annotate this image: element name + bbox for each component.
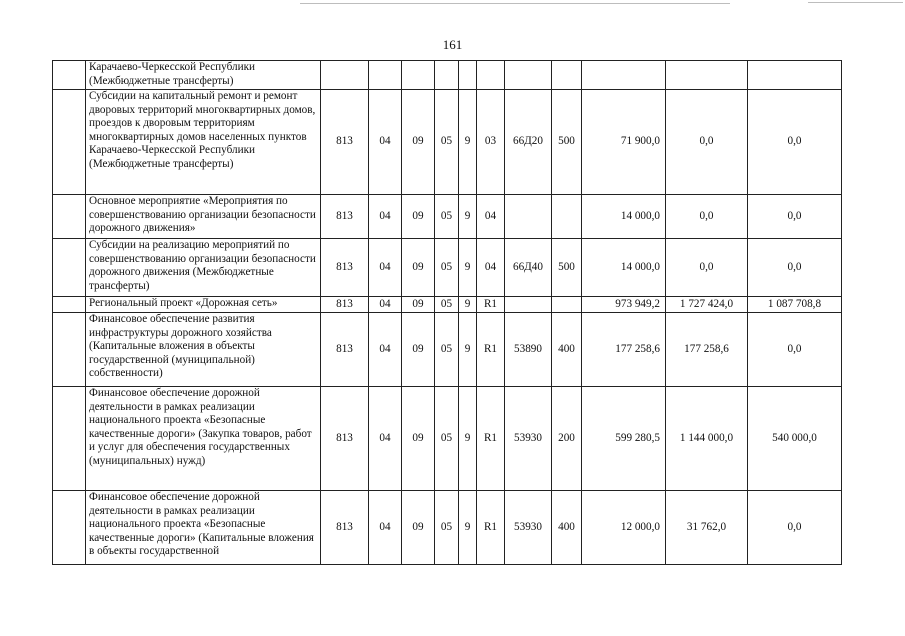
direction-code-cell: 66Д40 xyxy=(505,239,552,297)
sum-year1-cell: 12 000,0 xyxy=(582,491,666,565)
name-cell: Финансовое обеспечение развития инфраструктуры дорожного хозяйства (Капитальные вложения в объекты государственной (муниципальной) собственности) xyxy=(86,313,321,387)
budget-table xyxy=(52,60,842,565)
subsection-cell: 09 xyxy=(402,195,435,239)
subsection-cell xyxy=(402,61,435,90)
section-cell xyxy=(369,61,402,90)
sum-year2-cell: 0,0 xyxy=(666,239,748,297)
sum-year1-cell: 599 280,5 xyxy=(582,387,666,491)
table-row xyxy=(53,491,842,565)
program-code-cell xyxy=(435,61,459,90)
section-cell: 04 xyxy=(369,297,402,313)
page-number: 161 xyxy=(442,37,463,52)
table-row xyxy=(53,313,842,387)
ved-cell xyxy=(321,61,369,90)
sum-year3-cell: 0,0 xyxy=(748,239,842,297)
program-code-cell: 05 xyxy=(435,239,459,297)
direction-code-cell: 53890 xyxy=(505,313,552,387)
event-code-cell: 04 xyxy=(477,239,505,297)
sum-year2-cell: 0,0 xyxy=(666,195,748,239)
expense-type-cell xyxy=(552,195,582,239)
section-cell: 04 xyxy=(369,491,402,565)
ved-cell: 813 xyxy=(321,313,369,387)
sum-year3-cell: 0,0 xyxy=(748,491,842,565)
event-code-cell: 04 xyxy=(477,195,505,239)
sum-year1-cell: 14 000,0 xyxy=(582,239,666,297)
direction-code-cell xyxy=(505,61,552,90)
top-scan-line xyxy=(300,3,730,4)
subsection-cell: 09 xyxy=(402,313,435,387)
program-code-cell: 05 xyxy=(435,387,459,491)
subsection-cell: 09 xyxy=(402,297,435,313)
program-code-cell: 05 xyxy=(435,90,459,195)
name-cell: Карачаево-Черкесской Республики (Межбюджетные трансферты) xyxy=(86,61,321,90)
event-code-cell: R1 xyxy=(477,491,505,565)
sum-year3-cell: 0,0 xyxy=(748,313,842,387)
subsection-cell: 09 xyxy=(402,491,435,565)
subprogram-code-cell: 9 xyxy=(459,313,477,387)
direction-code-cell xyxy=(505,195,552,239)
expense-type-cell xyxy=(552,61,582,90)
sum-year1-cell: 14 000,0 xyxy=(582,195,666,239)
expense-type-cell: 500 xyxy=(552,239,582,297)
program-code-cell: 05 xyxy=(435,297,459,313)
sum-year2-cell: 1 144 000,0 xyxy=(666,387,748,491)
table-body xyxy=(53,61,842,565)
name-cell: Субсидии на реализацию мероприятий по совершенствованию организации безопасности дорожного движения (Межбюджетные трансферты) xyxy=(86,239,321,297)
event-code-cell: R1 xyxy=(477,297,505,313)
section-cell: 04 xyxy=(369,90,402,195)
table-row xyxy=(53,90,842,195)
sum-year1-cell: 973 949,2 xyxy=(582,297,666,313)
event-code-cell: R1 xyxy=(477,313,505,387)
subprogram-code-cell: 9 xyxy=(459,90,477,195)
direction-code-cell: 53930 xyxy=(505,491,552,565)
index-cell xyxy=(53,61,86,90)
event-code-cell: 03 xyxy=(477,90,505,195)
sum-year1-cell: 177 258,6 xyxy=(582,313,666,387)
index-cell xyxy=(53,239,86,297)
subsection-cell: 09 xyxy=(402,387,435,491)
subprogram-code-cell: 9 xyxy=(459,387,477,491)
name-cell: Финансовое обеспечение дорожной деятельности в рамках реализации национального проекта «Безопасные качественные дороги» (Капитальные вложения в объекты государственной xyxy=(86,491,321,565)
subprogram-code-cell xyxy=(459,61,477,90)
sum-year2-cell: 0,0 xyxy=(666,90,748,195)
program-code-cell: 05 xyxy=(435,195,459,239)
direction-code-cell xyxy=(505,297,552,313)
table-row xyxy=(53,239,842,297)
table-row xyxy=(53,387,842,491)
sum-year3-cell: 0,0 xyxy=(748,90,842,195)
expense-type-cell: 500 xyxy=(552,90,582,195)
ved-cell: 813 xyxy=(321,297,369,313)
index-cell xyxy=(53,491,86,565)
ved-cell: 813 xyxy=(321,195,369,239)
section-cell: 04 xyxy=(369,239,402,297)
name-cell: Региональный проект «Дорожная сеть» xyxy=(86,297,321,313)
subprogram-code-cell: 9 xyxy=(459,239,477,297)
event-code-cell: R1 xyxy=(477,387,505,491)
program-code-cell: 05 xyxy=(435,491,459,565)
expense-type-cell xyxy=(552,297,582,313)
subsection-cell: 09 xyxy=(402,90,435,195)
section-cell: 04 xyxy=(369,387,402,491)
subprogram-code-cell: 9 xyxy=(459,491,477,565)
program-code-cell: 05 xyxy=(435,313,459,387)
top-scan-line-right xyxy=(808,2,903,3)
expense-type-cell: 200 xyxy=(552,387,582,491)
sum-year1-cell: 71 900,0 xyxy=(582,90,666,195)
index-cell xyxy=(53,387,86,491)
sum-year2-cell: 177 258,6 xyxy=(666,313,748,387)
ved-cell: 813 xyxy=(321,239,369,297)
sum-year3-cell xyxy=(748,61,842,90)
expense-type-cell: 400 xyxy=(552,313,582,387)
direction-code-cell: 66Д20 xyxy=(505,90,552,195)
subprogram-code-cell: 9 xyxy=(459,195,477,239)
name-cell: Основное мероприятие «Мероприятия по совершенствованию организации безопасности дорожного движения» xyxy=(86,195,321,239)
sum-year1-cell xyxy=(582,61,666,90)
expense-type-cell: 400 xyxy=(552,491,582,565)
sum-year3-cell: 540 000,0 xyxy=(748,387,842,491)
index-cell xyxy=(53,313,86,387)
event-code-cell xyxy=(477,61,505,90)
index-cell xyxy=(53,195,86,239)
name-cell: Субсидии на капитальный ремонт и ремонт дворовых территорий многоквартирных домов, проездов к дворовым территориям многоквартирных домов населенных пунктов Карачаево-Черкесской Республики (Межбюджетные трансферты) xyxy=(86,90,321,195)
sum-year2-cell: 31 762,0 xyxy=(666,491,748,565)
sum-year2-cell xyxy=(666,61,748,90)
ved-cell: 813 xyxy=(321,491,369,565)
subsection-cell: 09 xyxy=(402,239,435,297)
name-cell: Финансовое обеспечение дорожной деятельности в рамках реализации национального проекта «Безопасные качественные дороги» (Закупка товаров, работ и услуг для обеспечения государственных (муниципальных) нужд) xyxy=(86,387,321,491)
table-row xyxy=(53,61,842,90)
ved-cell: 813 xyxy=(321,387,369,491)
index-cell xyxy=(53,297,86,313)
sum-year3-cell: 0,0 xyxy=(748,195,842,239)
sum-year3-cell: 1 087 708,8 xyxy=(748,297,842,313)
section-cell: 04 xyxy=(369,195,402,239)
table-row xyxy=(53,297,842,313)
subprogram-code-cell: 9 xyxy=(459,297,477,313)
section-cell: 04 xyxy=(369,313,402,387)
index-cell xyxy=(53,90,86,195)
direction-code-cell: 53930 xyxy=(505,387,552,491)
table-row xyxy=(53,195,842,239)
sum-year2-cell: 1 727 424,0 xyxy=(666,297,748,313)
ved-cell: 813 xyxy=(321,90,369,195)
